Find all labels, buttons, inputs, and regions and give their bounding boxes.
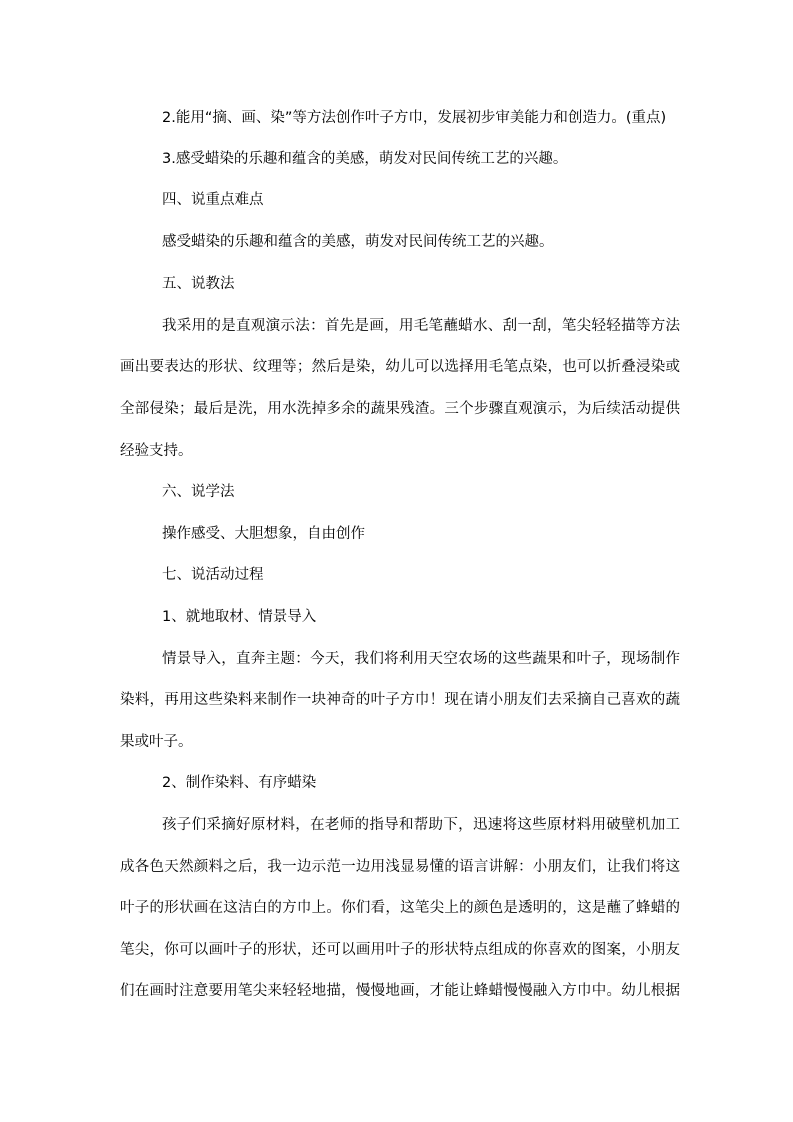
step-2-line: 笔尖，你可以画叶子的形状，还可以画用叶子的形状特点组成的你喜欢的图案，小朋友 (120, 942, 680, 958)
method-line: 我采用的是直观演示法：首先是画，用毛笔蘸蜡水、刮一刮，笔尖轻轻描等方法 (162, 318, 680, 334)
method-line: 全部侵染；最后是洗，用水洗掉多余的蔬果残渣。三个步骤直观演示，为后续活动提供 (120, 401, 680, 417)
method-line: 画出要表达的形状、纹理等；然后是染，幼儿可以选择用毛笔点染，也可以折叠浸染或 (120, 359, 680, 375)
method-line: 经验支持。 (120, 443, 193, 459)
heading-learning-method: 六、说学法 (162, 484, 235, 500)
step-2-line: 孩子们采摘好原材料，在老师的指导和帮助下，迅速将这些原材料用破壁机加工 (162, 817, 680, 833)
key-points-text: 感受蜡染的乐趣和蕴含的美感，萌发对民间传统工艺的兴趣。 (162, 234, 554, 250)
step-1-line: 情景导入，直奔主题：今天，我们将利用天空农场的这些蔬果和叶子，现场制作 (162, 651, 680, 667)
step-1-line: 果或叶子。 (120, 734, 193, 750)
heading-key-points: 四、说重点难点 (162, 192, 264, 208)
step-2-line: 们在画时注意要用笔尖来轻轻地描，慢慢地画，才能让蜂蜡慢慢融入方巾中。幼儿根据 (120, 983, 680, 999)
heading-teaching-method: 五、说教法 (162, 276, 235, 292)
goal-3: 3.感受蜡染的乐趣和蕴含的美感，萌发对民间传统工艺的兴趣。 (162, 151, 568, 167)
learning-text: 操作感受、大胆想象，自由创作 (162, 526, 365, 542)
step-1-title: 1、就地取材、情景导入 (162, 609, 317, 625)
step-1-line: 染料，再用这些染料来制作一块神奇的叶子方巾！现在请小朋友们去采摘自己喜欢的蔬 (120, 692, 680, 708)
step-2-line: 叶子的形状画在这洁白的方巾上。你们看，这笔尖上的颜色是透明的，这是蘸了蜂蜡的 (120, 900, 680, 916)
heading-activity-process: 七、说活动过程 (162, 567, 264, 583)
goal-2: 2.能用“摘、画、染”等方法创作叶子方巾，发展初步审美能力和创造力。(重点) (162, 110, 667, 126)
step-2-title: 2、制作染料、有序蜡染 (162, 775, 317, 791)
step-2-line: 成各色天然颜料之后，我一边示范一边用浅显易懂的语言讲解：小朋友们，让我们将这 (120, 859, 680, 875)
